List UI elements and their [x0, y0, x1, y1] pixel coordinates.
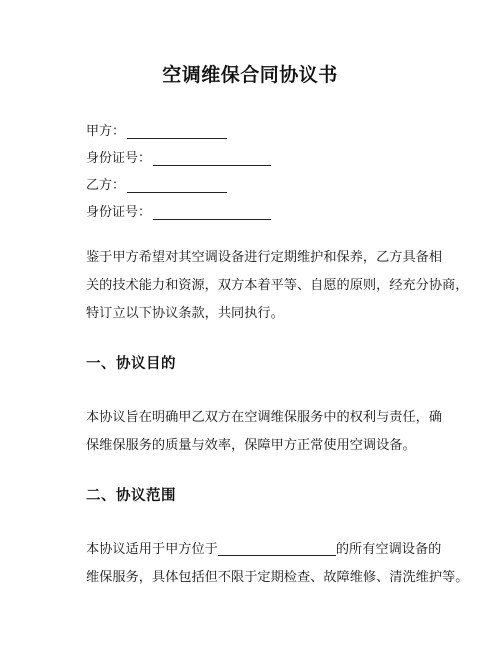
- purpose-line: 本协议旨在明确甲乙双方在空调维保服务中的权利与责任，确: [86, 410, 443, 425]
- scope-line: [86, 536, 442, 564]
- party-a-id-field: [86, 145, 426, 172]
- party-a-blank[interactable]: [127, 123, 227, 139]
- party-b-id-field: [86, 199, 426, 226]
- party-a-field: [86, 118, 426, 145]
- party-b-label: 乙方：: [86, 178, 126, 193]
- party-b-id-blank[interactable]: [153, 204, 271, 220]
- party-a-id-label: 身份证号：: [86, 151, 152, 166]
- scope-line: 维保服务，具体包括但不限于定期检查、故障维修、清洗维护等。: [86, 570, 469, 585]
- scope-line-after: 的所有空调设备的: [335, 542, 442, 557]
- party-b-blank[interactable]: [127, 177, 227, 193]
- intro-line: 关的技术能力和资源，双方本着平等、自愿的原则，经充分协商，: [86, 278, 469, 293]
- party-b-field: [86, 172, 426, 199]
- party-a-id-blank[interactable]: [153, 150, 271, 166]
- intro-line: 鉴于甲方希望对其空调设备进行定期维护和保养，乙方具备相: [86, 250, 443, 265]
- section-heading-purpose: 一、协议目的: [86, 356, 176, 372]
- intro-line: 特订立以下协议条款，共同执行。: [86, 306, 284, 321]
- party-fields: [86, 118, 426, 226]
- location-blank[interactable]: [218, 541, 336, 556]
- scope-paragraph: [86, 536, 469, 592]
- document-title: 空调维保合同协议书: [162, 64, 338, 86]
- party-b-id-label: 身份证号：: [86, 205, 152, 220]
- purpose-line: 保维保服务的质量与效率，保障甲方正常使用空调设备。: [86, 438, 416, 453]
- scope-line-before: 本协议适用于甲方位于: [86, 542, 218, 557]
- purpose-paragraph: [86, 404, 443, 460]
- intro-paragraph: [86, 244, 469, 328]
- party-a-label: 甲方：: [86, 124, 126, 139]
- section-heading-scope: 二、协议范围: [86, 488, 176, 504]
